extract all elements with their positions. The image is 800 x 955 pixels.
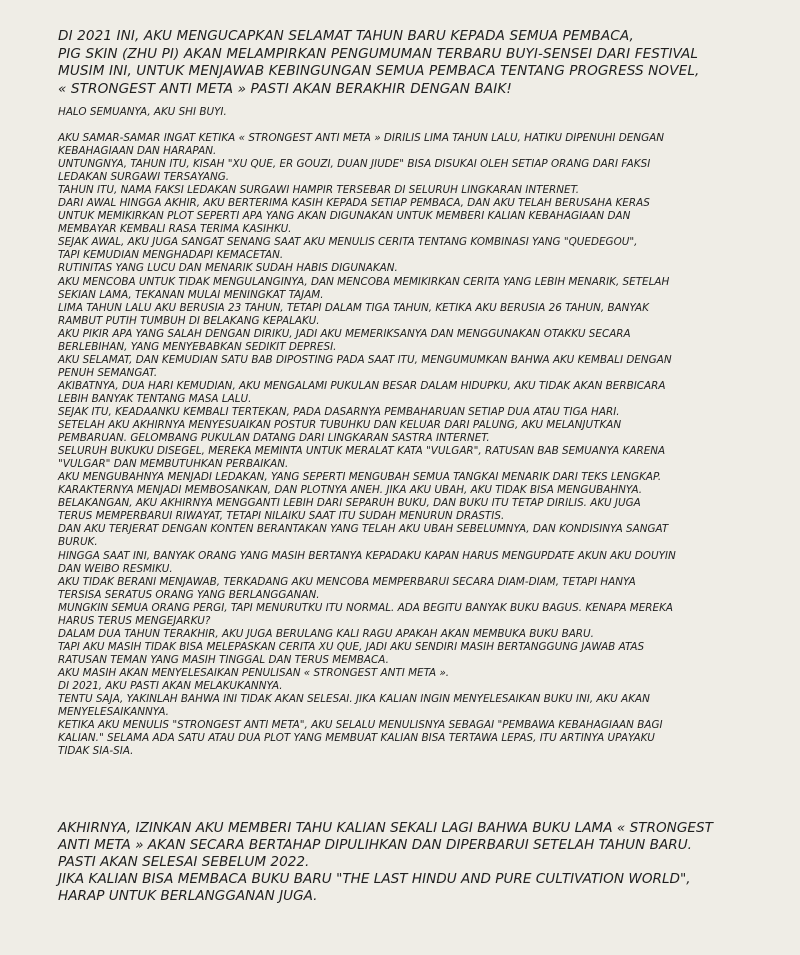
body-line: DAN AKU TERJERAT DENGAN KONTEN BERANTAKAN YANG TELAH AKU UBAH SEBELUMNYA, DAN KONDISINYA SANGAT (58, 523, 669, 536)
body-line: AKU MASIH AKAN MENYELESAIKAN PENULISAN « STRONGEST ANTI META ». (58, 666, 450, 679)
body-line: SEKIAN LAMA, TEKANAN MULAI MENINGKAT TAJAM. (58, 288, 324, 301)
body-line: TENTU SAJA, YAKINLAH BAHWA INI TIDAK AKAN SELESAI. JIKA KALIAN INGIN MENYELESAIKAN BUKU INI, AKU AKAN (58, 693, 650, 706)
body-line: AKU TIDAK BERANI MENJAWAB, TERKADANG AKU MENCOBA MEMPERBARUI SECARA DIAM-DIAM, TETAPI HANYA (58, 575, 636, 588)
intro-line: MUSIM INI, UNTUK MENJAWAB KEBINGUNGAN SEMUA PEMBACA TENTANG PROGRESS NOVEL, (58, 63, 700, 79)
body-line: SELURUH BUKUKU DISEGEL, MEREKA MEMINTA UNTUK MERALAT KATA "VULGAR", RATUSAN BAB SEMUANYA KARENA (58, 445, 666, 458)
body-line: KEBAHAGIAAN DAN HARAPAN. (58, 145, 217, 158)
intro-line: DI 2021 INI, AKU MENGUCAPKAN SELAMAT TAHUN BARU KEPADA SEMUA PEMBACA, (58, 28, 634, 44)
body-line: KARAKTERNYA MENJADI MEMBOSANKAN, DAN PLOTNYA ANEH. JIKA AKU UBAH, AKU TIDAK BISA MENGUBAHNYA. (58, 484, 643, 497)
body-line: KETIKA AKU MENULIS "STRONGEST ANTI META", AKU SELALU MENULISNYA SEBAGAI "PEMBAWA KEBAHAGIAAN BAGI (58, 719, 663, 732)
intro-paragraph (58, 28, 748, 98)
body-line: AKIBATNYA, DUA HARI KEMUDIAN, AKU MENGALAMI PUKULAN BESAR DALAM HIDUPKU, AKU TIDAK AKAN BERBICARA (58, 379, 666, 392)
body-line: SETELAH AKU AKHIRNYA MENYESUAIKAN POSTUR TUBUHKU DAN KELUAR DARI PALUNG, AKU MELANJUTKAN (58, 419, 622, 432)
body-line: RATUSAN TEMAN YANG MASIH TINGGAL DAN TERUS MEMBACA. (58, 653, 389, 666)
body-line: BURUK. (58, 536, 98, 549)
body-line: DALAM DUA TAHUN TERAKHIR, AKU JUGA BERULANG KALI RAGU APAKAH AKAN MEMBUKA BUKU BARU. (58, 627, 594, 640)
closing-paragraph (58, 820, 758, 905)
outro-line: PASTI AKAN SELESAI SEBELUM 2022. (58, 854, 310, 870)
body-line: PENUH SEMANGAT. (58, 366, 158, 379)
body-line: RAMBUT PUTIH TUMBUH DI BELAKANG KEPALAKU. (58, 314, 320, 327)
body-line: LEDAKAN SURGAWI TERSAYANG. (58, 171, 230, 184)
body-line: TAHUN ITU, NAMA FAKSI LEDAKAN SURGAWI HAMPIR TERSEBAR DI SELURUH LINGKARAN INTERNET. (58, 184, 580, 197)
body-line: TERSISA SERATUS ORANG YANG BERLANGGANAN. (58, 588, 320, 601)
body-line: MEMBAYAR KEMBALI RASA TERIMA KASIHKU. (58, 223, 292, 236)
body-line: BELAKANGAN, AKU AKHIRNYA MENGGANTI LEBIH DARI SEPARUH BUKU, DAN BUKU ITU TETAP DIRILIS. AKU JUGA (58, 497, 641, 510)
body-line: LIMA TAHUN LALU AKU BERUSIA 23 TAHUN, TETAPI DALAM TIGA TAHUN, KETIKA AKU BERUSIA 26 TAHUN, BANYAK (58, 301, 649, 314)
body-line: SEJAK ITU, KEADAANKU KEMBALI TERTEKAN, PADA DASARNYA PEMBAHARUAN SETIAP DUA ATAU TIGA HARI. (58, 405, 620, 418)
body-line: AKU MENCOBA UNTUK TIDAK MENGULANGINYA, DAN MENCOBA MEMIKIRKAN CERITA YANG LEBIH MENARIK, SETELAH (58, 275, 670, 288)
body-line: DAN WEIBO RESMIKU. (58, 562, 173, 575)
body-line: DI 2021, AKU PASTI AKAN MELAKUKANNYA. (58, 679, 283, 692)
intro-line: « STRONGEST ANTI META » PASTI AKAN BERAKHIR DENGAN BAIK! (58, 80, 512, 97)
body-line: MUNGKIN SEMUA ORANG PERGI, TAPI MENURUTKU ITU NORMAL. ADA BEGITU BANYAK BUKU BAGUS. KENAPA MEREKA (58, 601, 673, 614)
body-line: HARUS TERUS MENGEJARKU? (58, 614, 211, 627)
body-line: AKU SAMAR-SAMAR INGAT KETIKA « STRONGEST ANTI META » DIRILIS LIMA TAHUN LALU, HATIKU DIPENUHI DENGAN (58, 132, 664, 144)
body-line: TAPI AKU MASIH TIDAK BISA MELEPASKAN CERITA XU QUE, JADI AKU SENDIRI MASIH BERTANGGUNG JAWAB ATAS (58, 640, 645, 653)
body-line: AKU MENGUBAHNYA MENJADI LEDAKAN, YANG SEPERTI MENGUBAH SEMUA TANGKAI MENARIK DARI TEKS LENGKAP. (58, 471, 662, 484)
outro-line: ANTI META » AKAN SECARA BERTAHAP DIPULIHKAN DAN DIPERBARUI SETELAH TAHUN BARU. (58, 837, 692, 853)
body-line: AKU SELAMAT, DAN KEMUDIAN SATU BAB DIPOSTING PADA SAAT ITU, MENGUMUMKAN BAHWA AKU KEMBALI DENGAN (58, 353, 672, 366)
letter-body (58, 132, 748, 758)
outro-line: HARAP UNTUK BERLANGGANAN JUGA. (58, 888, 318, 904)
body-line: KALIAN." SELAMA ADA SATU ATAU DUA PLOT YANG MEMBUAT KALIAN BISA TERTAWA LEPAS, ITU ARTINYA UPAYAKU (58, 732, 655, 745)
greeting: HALO SEMUANYA, AKU SHI BUYI. (58, 106, 227, 118)
body-line: UNTUK MEMIKIRKAN PLOT SEPERTI APA YANG AKAN DIGUNAKAN UNTUK MEMBERI KALIAN KEBAHAGIAAN DAN (58, 210, 631, 223)
body-line: PEMBARUAN. GELOMBANG PUKULAN DATANG DARI LINGKARAN SASTRA INTERNET. (58, 432, 490, 445)
body-line: DARI AWAL HINGGA AKHIR, AKU BERTERIMA KASIH KEPADA SETIAP PEMBACA, DAN AKU TELAH BERUSAHA KERAS (58, 197, 650, 210)
body-line: UNTUNGNYA, TAHUN ITU, KISAH "XU QUE, ER GOUZI, DUAN JIUDE" BISA DISUKAI OLEH SETIAP ORANG DARI FAKSI (58, 158, 651, 171)
body-line: LEBIH BANYAK TENTANG MASA LALU. (58, 392, 252, 405)
outro-line: AKHIRNYA, IZINKAN AKU MEMBERI TAHU KALIAN SEKALI LAGI BAHWA BUKU LAMA « STRONGEST (58, 820, 713, 836)
body-line: SEJAK AWAL, AKU JUGA SANGAT SENANG SAAT AKU MENULIS CERITA TENTANG KOMBINASI YANG "QUEDEGOU", (58, 236, 638, 249)
body-line: AKU PIKIR APA YANG SALAH DENGAN DIRIKU, JADI AKU MEMERIKSANYA DAN MENGGUNAKAN OTAKKU SECARA (58, 327, 631, 340)
body-line: TAPI KEMUDIAN MENGHADAPI KEMACETAN. (58, 249, 284, 262)
body-line: TIDAK SIA-SIA. (58, 745, 134, 758)
outro-line: JIKA KALIAN BISA MEMBACA BUKU BARU "THE LAST HINDU AND PURE CULTIVATION WORLD", (58, 871, 691, 887)
body-line: BERLEBIHAN, YANG MENYEBABKAN SEDIKIT DEPRESI. (58, 340, 337, 353)
body-line: RUTINITAS YANG LUCU DAN MENARIK SUDAH HABIS DIGUNAKAN. (58, 262, 398, 275)
body-line: HINGGA SAAT INI, BANYAK ORANG YANG MASIH BERTANYA KEPADAKU KAPAN HARUS MENGUPDATE AKUN AKU DOUYIN (58, 549, 676, 562)
intro-line: PIG SKIN (ZHU PI) AKAN MELAMPIRKAN PENGUMUMAN TERBARU BUYI-SENSEI DARI FESTIVAL (58, 45, 699, 62)
body-line: TERUS MEMPERBARUI RIWAYAT, TETAPI NILAIKU SAAT ITU SUDAH MENURUN DRASTIS. (58, 510, 505, 523)
body-line: MENYELESAIKANNYA. (58, 706, 169, 719)
body-line: "VULGAR" DAN MEMBUTUHKAN PERBAIKAN. (58, 458, 289, 471)
